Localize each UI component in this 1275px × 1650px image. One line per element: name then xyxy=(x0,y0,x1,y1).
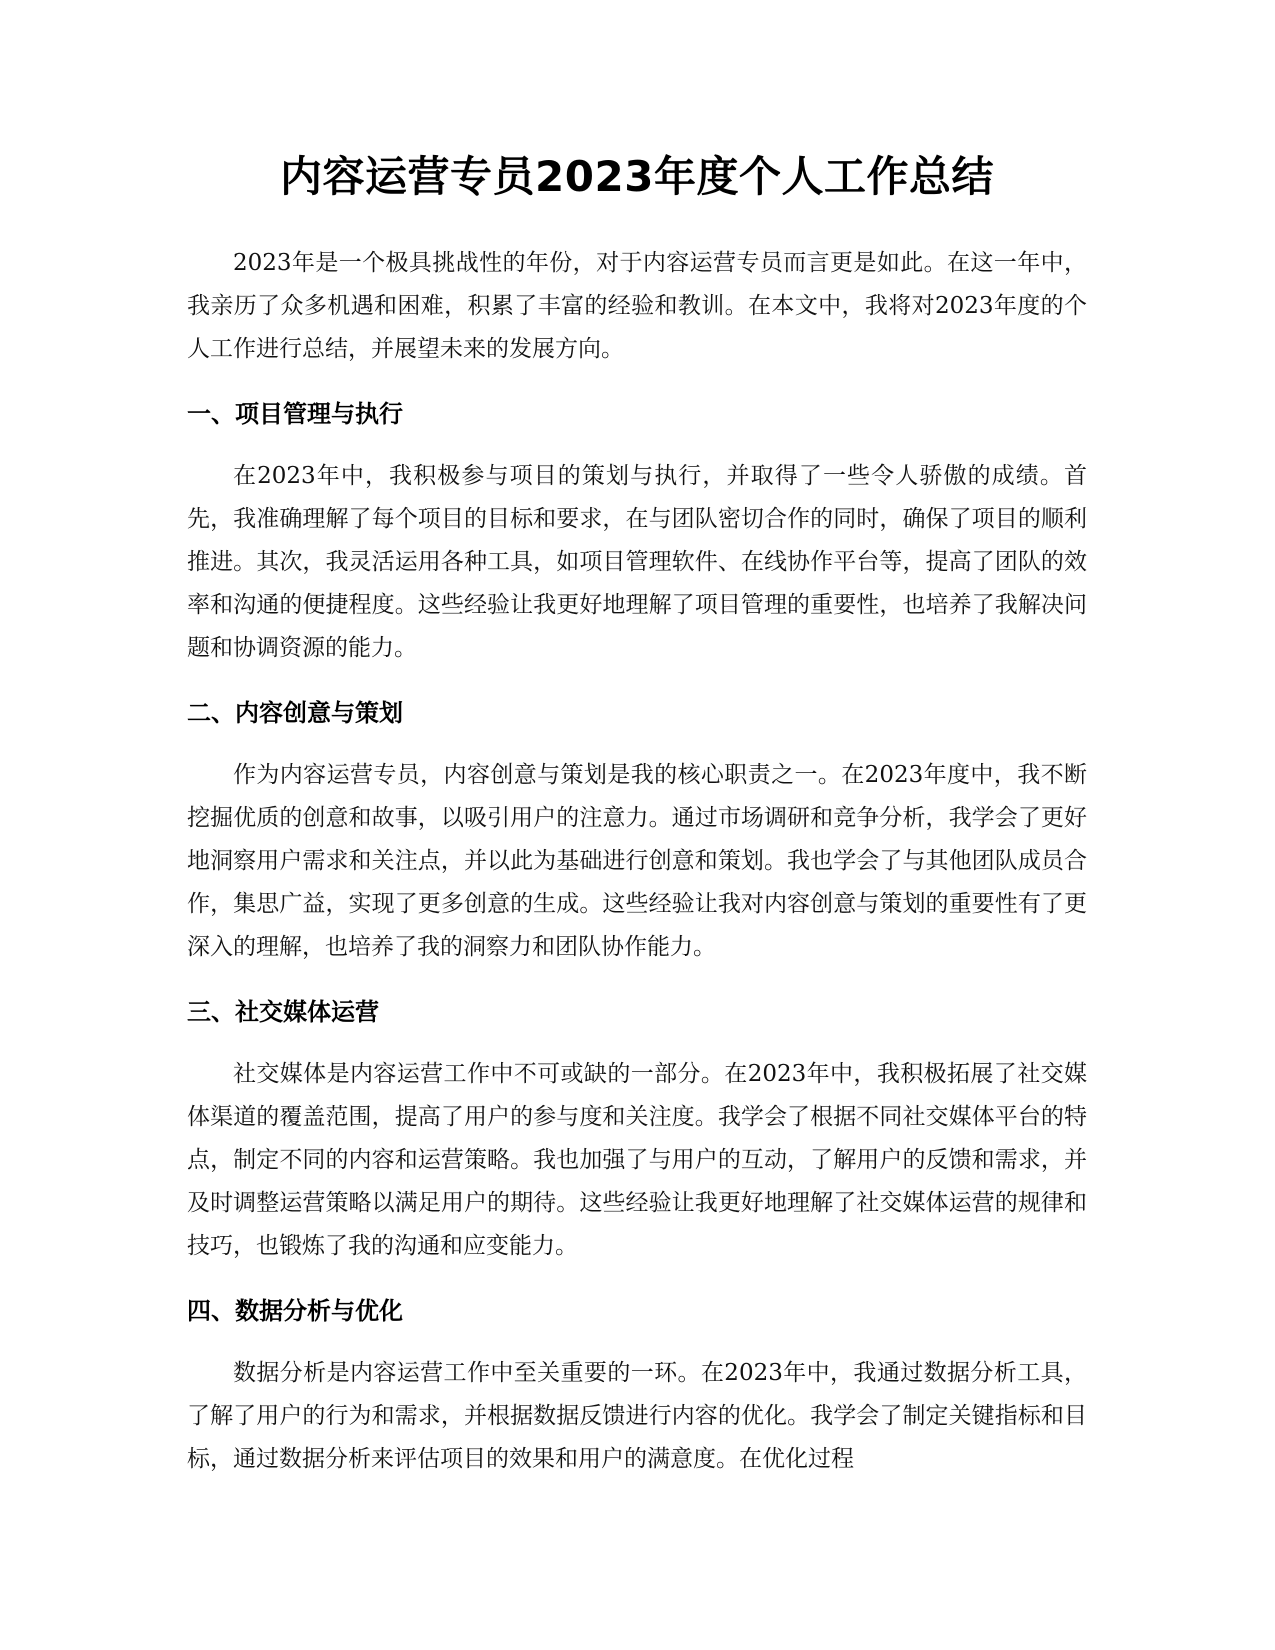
section-body-project-management: 在2023年中，我积极参与项目的策划与执行，并取得了一些令人骄傲的成绩。首先，我准确理解了每个项目的目标和要求，在与团队密切合作的同时，确保了项目的顺利推进。其次，我灵活运用各种工具，如项目管理软件、在线协作平台等，提高了团队的效率和沟通的便捷程度。这些经验让我更好地理解了项目管理的重要性，也培养了我解决问题和协调资源的能力。 xyxy=(187,463,1087,661)
section-body-data-analysis: 数据分析是内容运营工作中至关重要的一环。在2023年中，我通过数据分析工具，了解了用户的行为和需求，并根据数据反馈进行内容的优化。我学会了制定关键指标和目标，通过数据分析来评估项目的效果和用户的满意度。在优化过程 xyxy=(187,1360,1087,1472)
section-body-content-creativity: 作为内容运营专员，内容创意与策划是我的核心职责之一。在2023年度中，我不断挖掘优质的创意和故事，以吸引用户的注意力。通过市场调研和竞争分析，我学会了更好地洞察用户需求和关注点，并以此为基础进行创意和策划。我也学会了与其他团队成员合作，集思广益，实现了更多创意的生成。这些经验让我对内容创意与策划的重要性有了更深入的理解，也培养了我的洞察力和团队协作能力。 xyxy=(187,762,1087,960)
section-heading-content-creativity: 二、内容创意与策划 xyxy=(187,699,403,727)
section-heading-project-management: 一、项目管理与执行 xyxy=(187,400,403,428)
intro-paragraph: 2023年是一个极具挑战性的年份，对于内容运营专员而言更是如此。在这一年中，我亲历了众多机遇和困难，积累了丰富的经验和教训。在本文中，我将对2023年度的个人工作进行总结，并展望未来的发展方向。 xyxy=(187,250,1087,362)
document-title: 内容运营专员2023年度个人工作总结 xyxy=(280,152,994,201)
document-body xyxy=(187,142,1087,1481)
section-heading-social-media: 三、社交媒体运营 xyxy=(187,998,379,1026)
section-heading-data-analysis: 四、数据分析与优化 xyxy=(187,1297,403,1325)
section-body-social-media: 社交媒体是内容运营工作中不可或缺的一部分。在2023年中，我积极拓展了社交媒体渠道的覆盖范围，提高了用户的参与度和关注度。我学会了根据不同社交媒体平台的特点，制定不同的内容和运营策略。我也加强了与用户的互动，了解用户的反馈和需求，并及时调整运营策略以满足用户的期待。这些经验让我更好地理解了社交媒体运营的规律和技巧，也锻炼了我的沟通和应变能力。 xyxy=(187,1061,1087,1259)
